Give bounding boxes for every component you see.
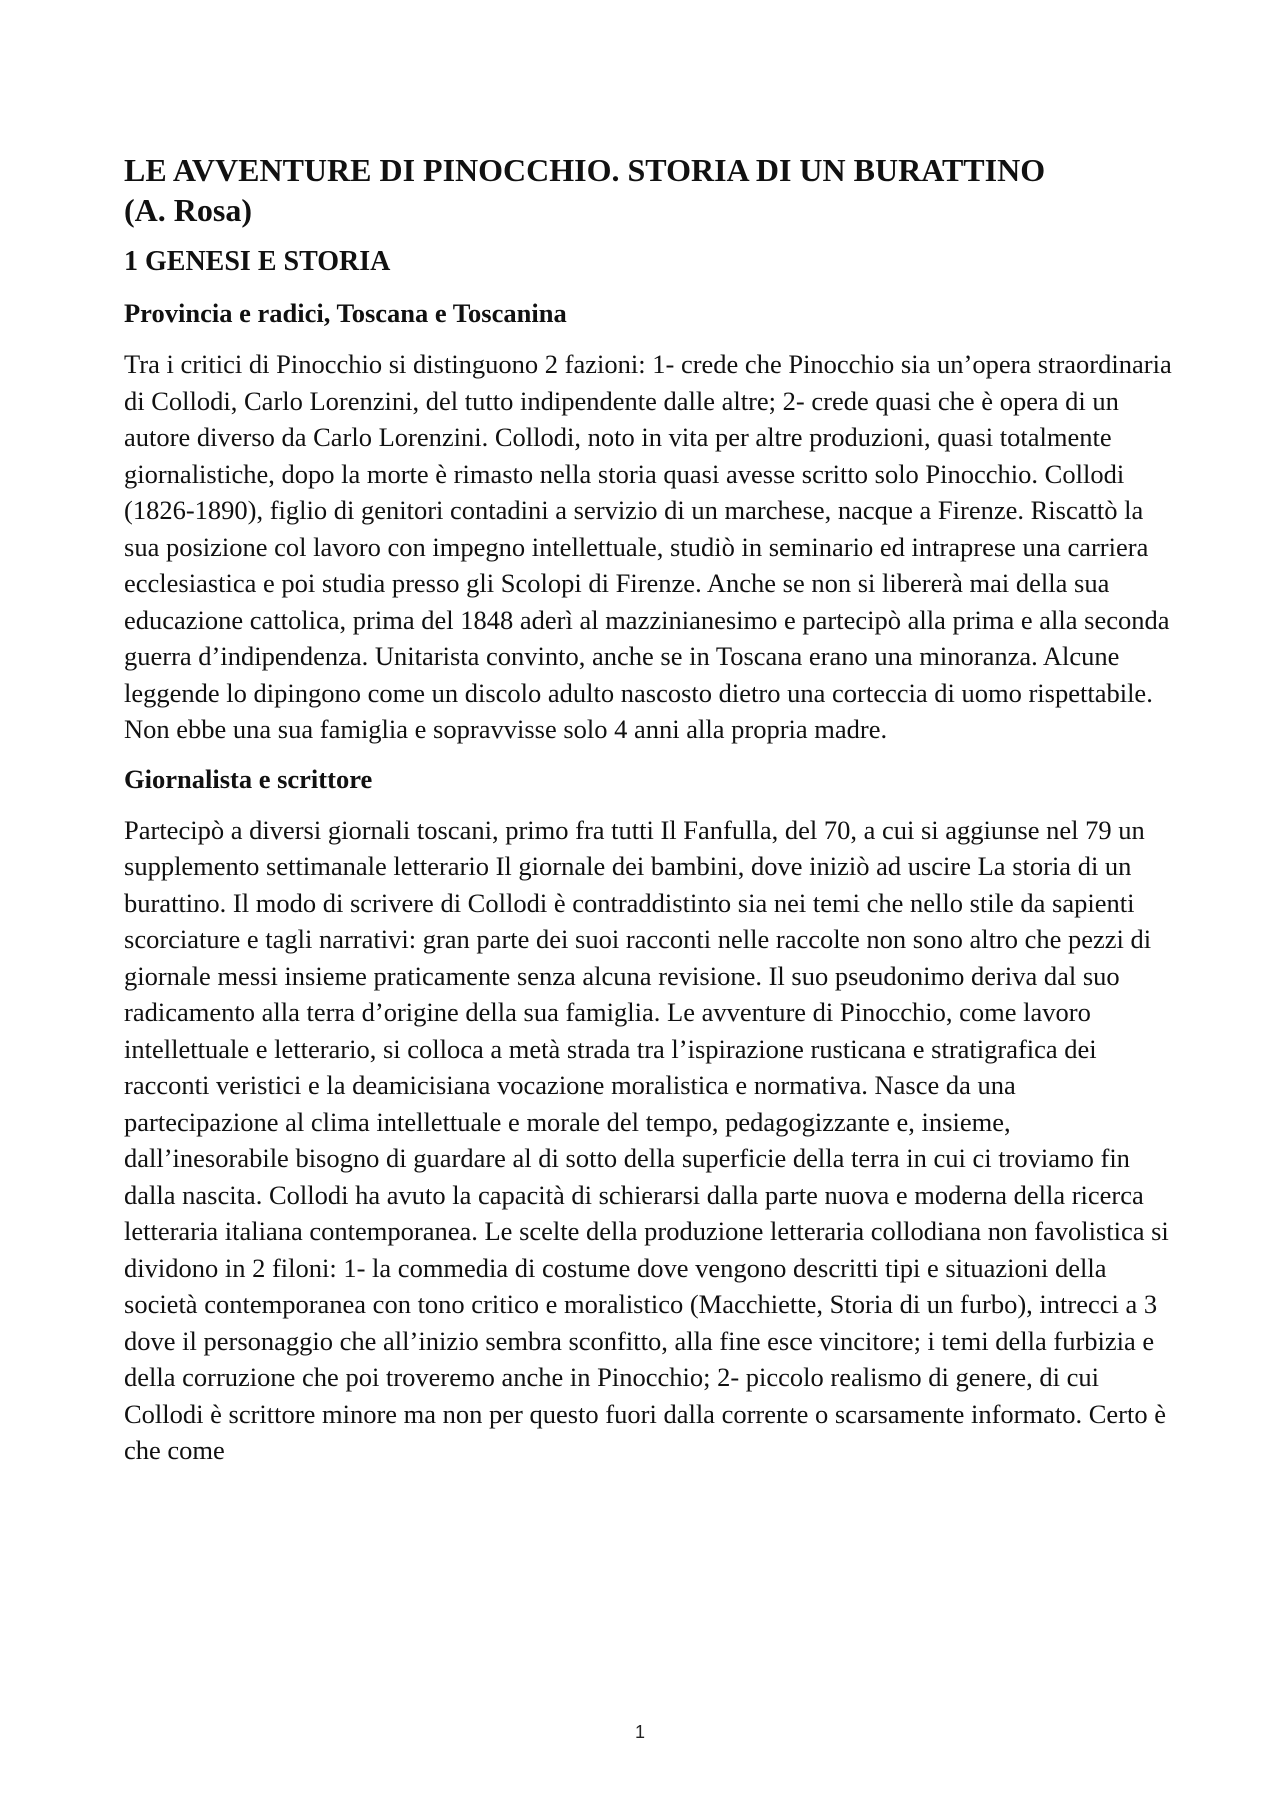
document-title-line-1: LE AVVENTURE DI PINOCCHIO. STORIA DI UN BURATTINO: [124, 152, 1046, 188]
document-title-line-2: (A. Rosa): [124, 192, 252, 228]
page-number: 1: [634, 1722, 645, 1742]
subsection-heading-provincia: Provincia e radici, Toscana e Toscanina: [124, 298, 567, 328]
section-heading: 1 GENESI E STORIA: [124, 246, 391, 277]
subsection-heading-giornalista: Giornalista e scrittore: [124, 763, 373, 794]
paragraph-provincia: Tra i critici di Pinocchio si distinguono 2 fazioni: 1- crede che Pinocchio sia un’opera straordinaria di Collodi, Carlo Lorenzini, del tutto indipendente dalle altre; 2- crede quasi che è opera di un autore diverso da Carlo Lorenzini. Collodi, noto in vita per altre produzioni, quasi totalmente giornalistiche, dopo la morte è rimasto nella storia quasi avesse scritto solo Pinocchio. Collodi (1826-1890), figlio di genitori contadini a servizio di un marchese, nacque a Firenze. Riscattò la sua posizione col lavoro con impegno intellettuale, studiò in seminario ed intraprese una carriera ecclesiastica e poi studia presso gli Scolopi di Firenze. Anche se non si libererà mai della sua educazione cattolica, prima del 1848 aderì al mazzinianesimo e partecipò alla prima e alla seconda guerra d’indipendenza. Unitarista convinto, anche se in Toscana erano una minoranza. Alcune leggende lo dipingono come un discolo adulto nascosto dietro una corteccia di uomo rispettabile. Non ebbe una sua famiglia e sopravvisse solo 4 anni alla propria madre.: [124, 349, 1172, 744]
paragraph-giornalista: Partecipò a diversi giornali toscani, primo fra tutti Il Fanfulla, del 70, a cui si aggiunse nel 79 un supplemento settimanale letterario Il giornale dei bambini, dove iniziò ad uscire La storia di un burattino. Il modo di scrivere di Collodi è contraddistinto sia nei temi che nello stile da sapienti scorciature e tagli narrativi: gran parte dei suoi racconti nelle raccolte non sono altro che pezzi di giornale messi insieme praticamente senza alcuna revisione. Il suo pseudonimo deriva dal suo radicamento alla terra d’origine della sua famiglia. Le avventure di Pinocchio, come lavoro intellettuale e letterario, si colloca a metà strada tra l’ispirazione rusticana e stratigrafica dei racconti veristici e la deamicisiana vocazione moralistica e normativa. Nasce da una partecipazione al clima intellettuale e morale del tempo, pedagogizzante e, insieme, dall’inesorabile bisogno di guardare al di sotto della superficie della terra in cui ci troviamo fin dalla nascita. Collodi ha avuto la capacità di schierarsi dalla parte nuova e moderna della ricerca letteraria italiana contemporanea. Le scelte della produzione letteraria collodiana non favolistica si dividono in 2 filoni: 1- la commedia di costume dove vengono descritti tipi e situazioni della società contemporanea con tono critico e moralistico (Macchiette, Storia di un furbo), intrecci a 3 dove il personaggio che all’inizio sembra sconfitto, alla fine esce vincitore; i temi della furbizia e della corruzione che poi troveremo anche in Pinocchio; 2- piccolo realismo di genere, di cui Collodi è scrittore minore ma non per questo fuori dalla corrente o scarsamente informato. Certo è che come: [124, 814, 1169, 1465]
document-title: [124, 150, 1174, 230]
document-content: [124, 150, 1174, 1483]
